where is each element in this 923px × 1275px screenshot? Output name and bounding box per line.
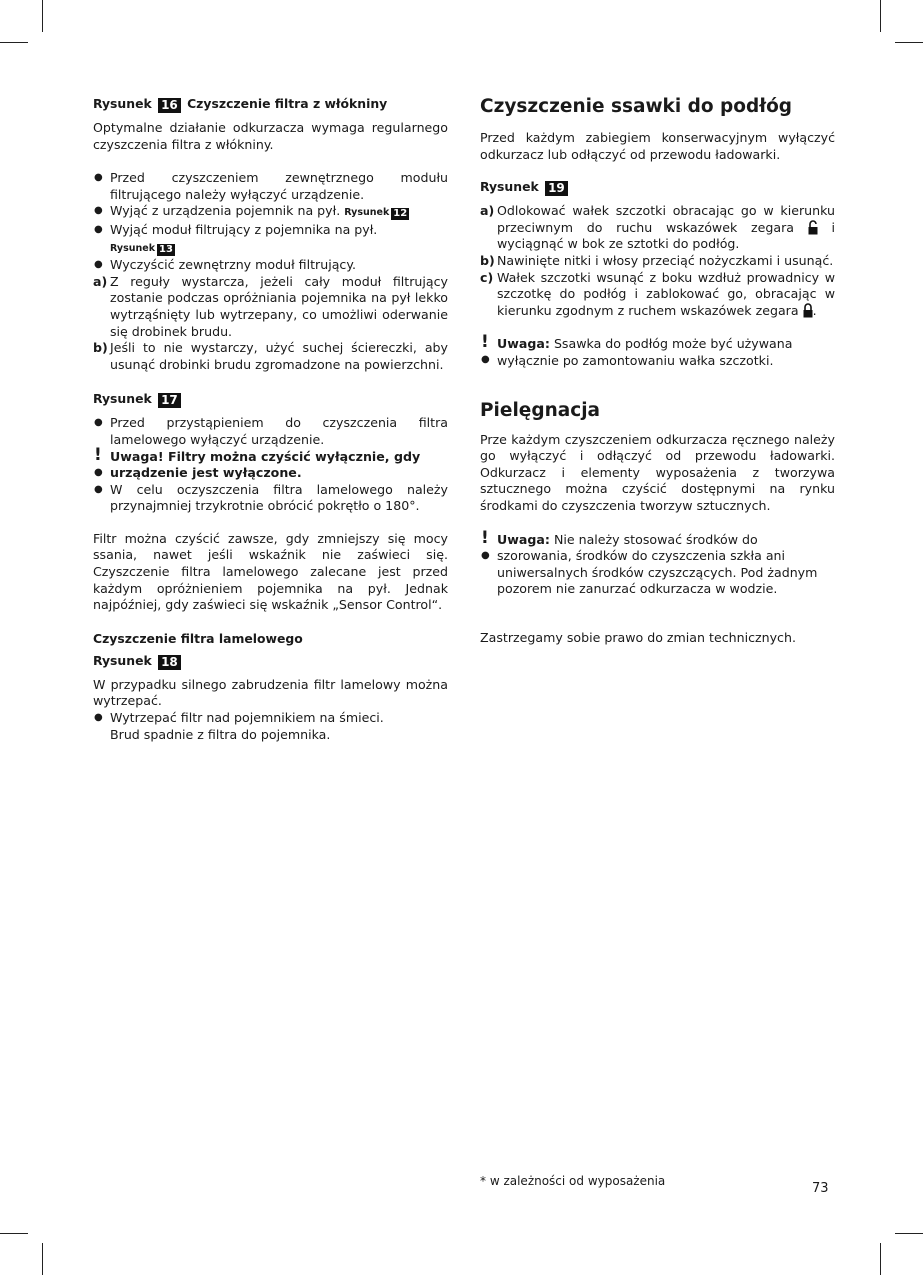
crop-mark (0, 1233, 28, 1234)
list-item: ● Wytrzepać filtr nad pojemnikiem na śmieci. Brud spadnie z filtra do pojemnika. (93, 710, 448, 743)
right-column (480, 96, 835, 646)
figure-number-badge: 12 (393, 208, 408, 220)
lamella-steps-2 (93, 482, 448, 515)
crop-mark (42, 1243, 43, 1275)
warning-note: ! ● Uwaga! Filtry można czyścić wyłącznie, gdy urządzenie jest wyłączone. (94, 444, 421, 481)
lamella-section-title: Czyszczenie filtra lamelowego (93, 630, 303, 646)
list-item: ● W celu oczyszczenia filtra lamelowego należy przynajmniej trzykrotnie obrócić pokrętło o 180°. (93, 482, 448, 515)
page-number: 73 (812, 1181, 829, 1196)
list-item: a) Z reguły wystarcza, jeżeli cały moduł filtrujący zostanie podczas opróżniania pojemnika na pył lekko wytrząśnięty lub wytrzepany, co umożliwi oderwanie się drobinek brudu. (93, 273, 448, 339)
footnote: * w zależności od wyposażenia (480, 1174, 666, 1188)
bullet-icon: ● (481, 549, 490, 561)
list-item: ● Przed czyszczeniem zewnętrznego modułu filtrującego należy wyłączyć urządzenie. (93, 170, 448, 203)
lock-icon (803, 303, 813, 318)
nozzle-intro: Przed każdym zabiegiem konserwacyjnym wyłączyć odkurzacz lub odłączyć od przewodu ładowarki. (480, 130, 835, 162)
figure-number-badge: 18 (158, 655, 181, 670)
list-item: b) Jeśli to nie wystarczy, użyć suchej ściereczki, aby usunąć drobinki brudu zgromadzone na powierzchni. (93, 340, 448, 372)
filter-steps (93, 170, 448, 373)
nozzle-heading: Czyszczenie ssawki do podłóg (480, 96, 793, 117)
list-item: a) Odlokować wałek szczotki obracając go w kierunku przeciwnym do ruchu wskazówek zegara i wyciągnąć w bok ze sztotki do podłóg. (480, 203, 835, 252)
list-item: ● Przed przystąpieniem do czyszczenia filtra lamelowego wyłączyć urządzenie. (93, 415, 448, 448)
warning-note: ! ● Uwaga: Ssawka do podłóg może być używana wyłącznie po zamontowaniu wałka szczotki. (481, 332, 793, 368)
figure-18-intro: W przypadku silnego zabrudzenia filtr lamelowy można wytrzepać. (93, 676, 448, 709)
figure-19-heading: Rysunek 19 (480, 179, 835, 196)
crop-mark (880, 1243, 881, 1275)
figure-18-steps (93, 710, 448, 743)
crop-mark (895, 42, 923, 43)
figure-number-badge: 19 (545, 181, 568, 196)
exclamation-icon: ! (94, 444, 102, 465)
crop-mark (895, 1233, 923, 1234)
care-heading: Pielęgnacja (480, 399, 601, 421)
figure-17-heading: Rysunek 17 (93, 391, 448, 408)
left-column (93, 96, 448, 743)
exclamation-icon: ! (481, 527, 489, 548)
lamella-steps (93, 415, 448, 448)
rights-reserved: Zastrzegamy sobie prawo do zmian technicznych. (480, 629, 796, 645)
list-item: ● Wyjąć z urządzenia pojemnik na pył. Rysunek 12 (93, 203, 448, 222)
list-item: ● Wyczyścić zewnętrzny moduł filtrujący. (93, 257, 448, 274)
care-paragraph: Prze każdym czyszczeniem odkurzacza ręcznego należy go wyłączyć i odłączyć od przewodu ładowarki. Odkurzacz i elementy wyposażenia z tworzywa sztucznego można czyścić dostępnymi na rynku środkami do czyszczenia tworzyw sztucznych. (480, 431, 835, 513)
warning-note: ! ● Uwaga: Nie należy stosować środków do szorowania, środków do czyszczenia szkła ani uniwersalnych środków czyszczących. Pod żadnym pozorem nie zanurzać odkurzacza w wodzie. (481, 527, 818, 597)
list-item: b) Nawinięte nitki i włosy przeciąć nożyczkami i usunąć. (480, 252, 834, 268)
crop-mark (42, 0, 43, 32)
bullet-icon: ● (481, 354, 490, 366)
bullet-icon: ● (94, 466, 103, 478)
exclamation-icon: ! (481, 332, 489, 353)
list-item: ● Wyjąć moduł filtrujący z pojemnika na pył. Rysunek 13 (93, 222, 448, 257)
lamella-paragraph: Filtr można czyścić zawsze, gdy zmniejszy się mocy ssania, nawet jeśli wskaźnik nie zaświeci się. Czyszczenie filtra lamelowego zalecane jest przed każdym opróżnieniem pojemnika na pył. Jednak najpóźniej, gdy zaświeci się wskaźnik „Sensor Control“. (93, 530, 448, 613)
figure-16-heading: Rysunek 16 Czyszczenie filtra z włókniny (93, 96, 388, 112)
nozzle-steps (480, 203, 835, 319)
crop-mark (0, 42, 28, 43)
figure-number-badge: 16 (158, 98, 181, 113)
unlock-icon (808, 220, 818, 235)
figure-number-badge: 13 (159, 243, 173, 255)
crop-mark (880, 0, 881, 32)
figure-18-heading: Rysunek 18 (93, 653, 448, 670)
figure-number-badge: 17 (158, 393, 181, 408)
list-item: c) Wałek szczotki wsunąć z boku wzdłuż prowadnicy w szczotkę do podłóg i zablokować go, obracając w kierunku zgodnym z ruchem wskazówek zegara . (480, 269, 835, 318)
filter-intro: Optymalne działanie odkurzacza wymaga regularnego czyszczenia filtra z włókniny. (93, 120, 448, 152)
